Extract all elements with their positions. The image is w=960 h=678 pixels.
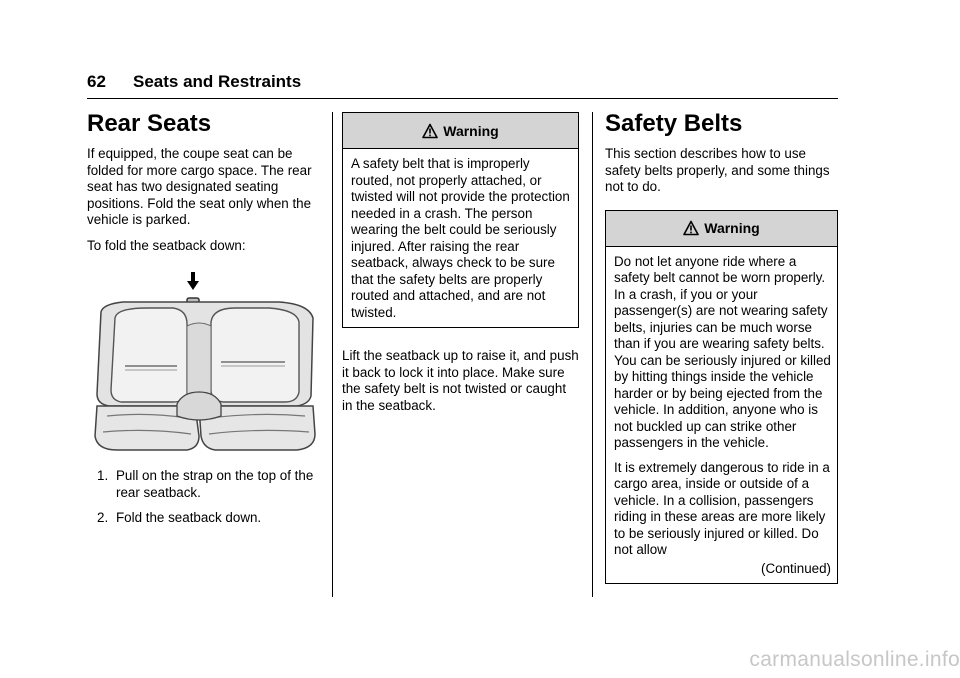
down-arrow-icon	[187, 272, 199, 290]
rear-seats-intro: If equipped, the coupe seat can be folded for more cargo space. The rear seat has two designated seating positions. Fold the seat only when the vehicle is parked.	[87, 146, 312, 227]
column-rear-seats	[87, 110, 320, 536]
column-seatback-warning	[342, 112, 579, 414]
rear-seat-image	[87, 266, 320, 456]
warning-header	[606, 211, 837, 247]
watermark: carmanualsonline.info	[749, 648, 960, 671]
left-seatback	[111, 308, 187, 402]
warning-box	[605, 210, 838, 585]
lift-seatback-text: Lift the seatback up to raise it, and push it back to lock it into place. Make sure the safety belt is not twisted or caught in the seatback.	[342, 348, 579, 413]
warning-text: Do not let anyone ride where a safety belt cannot be worn properly. In a crash, if you or your passenger(s) are not wearing safety belts, injuries can be much worse than if you are wearing safety belts. You can be seriously injured or killed by hitting things inside the vehicle harder or by being ejected from the vehicle. In addition, anyone who is not buckled up can strike other passengers in the vehicle.	[614, 253, 831, 450]
warning-title: Warning	[443, 122, 499, 139]
safety-belts-intro: This section describes how to use safety belts properly, and some things not to do.	[605, 146, 830, 194]
column-divider-1	[332, 112, 333, 597]
step-text: Pull on the strap on the top of the rear seatback.	[116, 468, 314, 500]
rear-seat-illustration	[87, 266, 320, 456]
step-number: 2.	[97, 510, 109, 525]
rear-seats-heading: Rear Seats	[87, 110, 212, 137]
warning-icon	[422, 123, 438, 139]
step-item	[87, 510, 320, 527]
warning-header	[343, 113, 578, 149]
warning-box	[342, 112, 579, 328]
right-seatback	[211, 308, 299, 402]
step-number: 1.	[97, 468, 109, 483]
safety-belts-heading: Safety Belts	[605, 110, 743, 137]
section-title: Seats and Restraints	[133, 72, 302, 91]
warning-title: Warning	[704, 220, 760, 236]
warning-text: A safety belt that is improperly routed, not properly attached, or twisted will not provide the protection needed in a crash. The person wearing the belt could be seriously injured. After raising the rear seatback, always check to be sure that the safety belts are properly routed and attached, and are not twisted.	[351, 156, 570, 320]
header-rule	[87, 98, 838, 99]
column-divider-2	[592, 112, 593, 597]
center-console	[177, 392, 221, 420]
warning-icon	[683, 220, 699, 236]
fold-instruction: To fold the seatback down:	[87, 237, 246, 253]
step-text: Fold the seatback down.	[116, 510, 262, 525]
page-number: 62	[87, 72, 106, 91]
column-safety-belts	[605, 110, 838, 584]
continued-label: (Continued)	[761, 560, 831, 576]
warning-text: It is extremely dangerous to ride in a cargo area, inside or outside of a vehicle. In a collision, passengers riding in these areas are more likely to be seriously injured or killed. Do not allow	[614, 459, 830, 557]
step-item	[87, 468, 320, 501]
fold-steps	[87, 468, 320, 527]
page-header	[87, 72, 838, 92]
